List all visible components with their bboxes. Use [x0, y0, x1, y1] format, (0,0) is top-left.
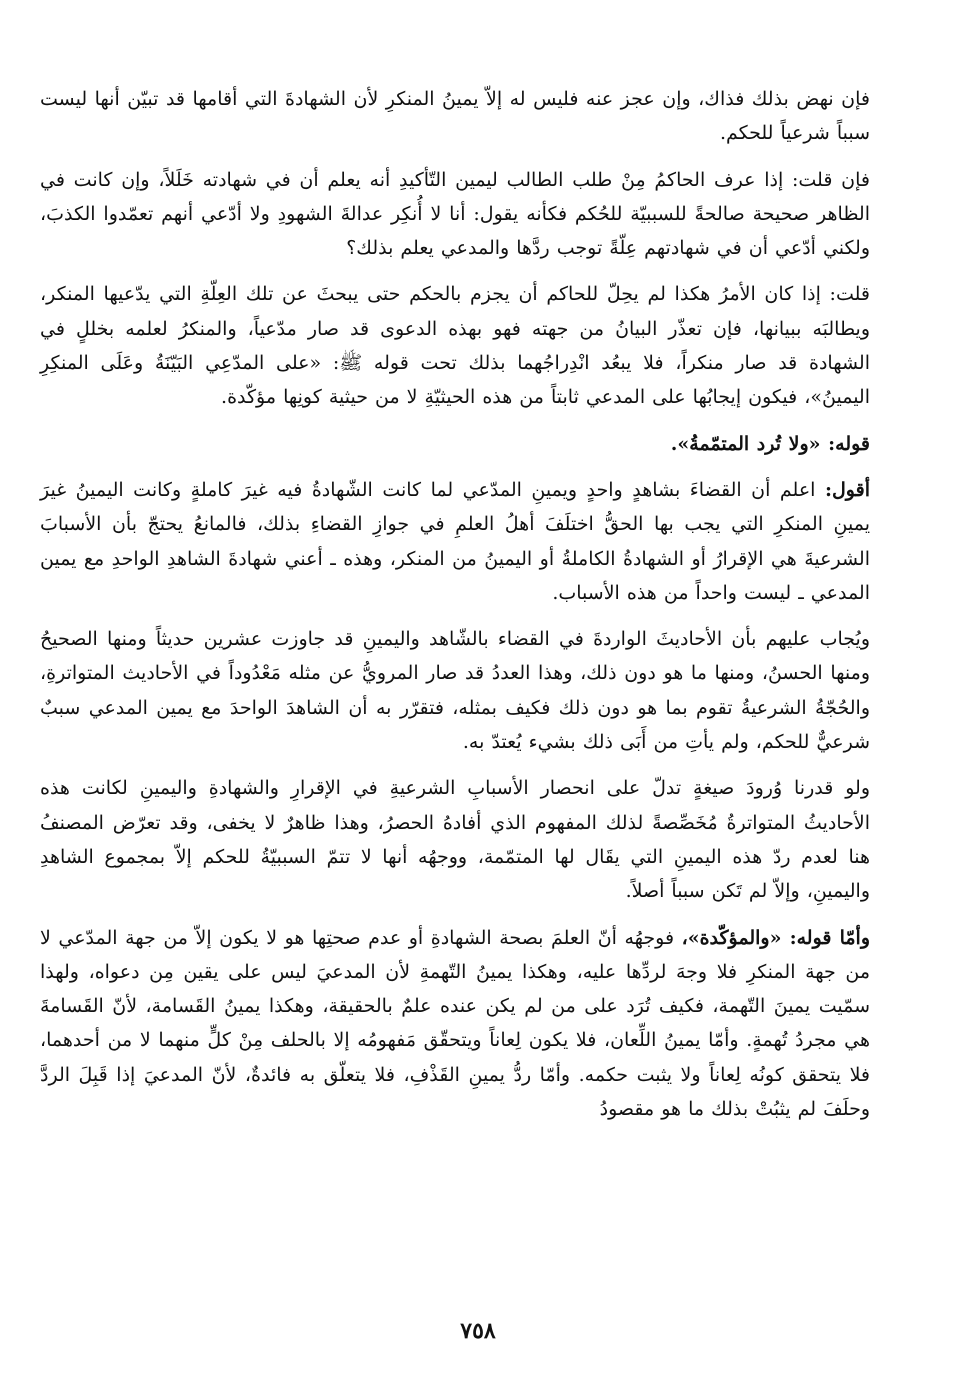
- paragraph-8: [40, 921, 870, 1127]
- page-number: ٧٥٨: [460, 1318, 496, 1344]
- paragraph-1-text: فإن نهض بذلك فذاك، وإن عجز عنه فليس له إلاّ يمينُ المنكرِ لأن الشهادةَ التي أقامها قد تبيّن أنها ليست سبباً شرعياً للحكم.: [40, 88, 870, 145]
- paragraph-2: [40, 163, 870, 266]
- paragraph-3: [40, 277, 870, 414]
- paragraph-5: [40, 473, 870, 610]
- paragraph-1: [40, 82, 870, 151]
- paragraph-7: [40, 771, 870, 908]
- paragraph-6: [40, 622, 870, 759]
- paragraph-2-text: فإن قلت: إذا عرف الحاكمُ مِنْ طلب الطالب ليمين التّأكيدِ أنه يعلم أن في شهادته خَلَلاً، وإن كانت في الظاهر صحيحة صالحةً للسببيّة للحُكم فكأنه يقول: أنا لا أُنكِر عدالةَ الشهودِ ولا أدّعي أنهم تعمّدوا الكذبَ، ولكني أدّعي أن في شهادتهم عِلّةً توجب ردَّها والمدعي يعلم بذلك؟: [40, 168, 870, 260]
- paragraph-8-label: وأمّا قوله: «والمؤكّدة»،: [681, 926, 870, 949]
- paragraph-5-label: أقول:: [824, 478, 870, 501]
- paragraph-4-heading: [40, 427, 870, 461]
- paragraph-8-text: فوجهُه أنّ العلمَ بصحة الشهادةِ أو عدم صحتِها هو لا يكون إلاّ من جهة المدّعي لا من جهة المنكرِ فلا وجهَ لردِّها عليه، وهكذا يمينُ التّهمةِ لأن المدعيَ ليس على يقين مِن دعواه، ولهذا سمّيت يمينَ التّهمة، فكيف تُرَد على من لم يكن عنده علمٌ بالحقيقة، وهكذا يمينُ القَسامة، لأنّ القَسامةَ هي مجردُ تُهمةٍ. وأمّا يمينُ اللِّعان، فلا يكون لِعاناً ويتحقّق مَفهومُه إلا بالحلف مِنْ كلٍّ منهما لا من أحدهما، فلا يتحقق كونُه لِعاناً ولا يثبت حكمه. وأمّا ردُّ يمينِ القَذْفِ، فلا يتعلّق به فائدةٌ، لأنّ المدعيَ إذا قَبِلَ الردَّ وحلَفَ لم يثبُتْ بذلك ما هو مقصودُ: [40, 926, 870, 1121]
- paragraph-5-text: اعلم أن القضاءَ بشاهدٍ واحدٍ ويمينِ المدّعي لما كانت الشّهادةُ فيه غيرَ كاملةٍ وكانت اليمينُ غيرَ يمينِ المنكرِ التي يجب بها الحقُّ اختلَفَ أهلُ العلمِ في جوازِ القضاءِ بذلك، فالمانعُ يحتجّ بأن الأسبابَ الشرعيةَ هي الإقرارُ أو الشهادةُ الكاملةُ أو اليمينُ من المنكر، وهذه ـ أعني شهادةَ الشاهدِ الواحدِ مع يمين المدعي ـ ليست واحداً من هذه الأسباب.: [40, 478, 870, 604]
- paragraph-6-text: ويُجاب عليهم بأن الأحاديثَ الواردةَ في القضاء بالشّاهد واليمينِ قد جاوزت عشرين حديثاً ومنها الصحيحُ ومنها الحسنُ، ومنها ما هو دون ذلك، وهذا العددُ قد صار المرويُّ عن مثله مَعْدُوداً في الأحاديث المتواترةِ، والحُجّةُ الشرعيةُ تقوم بما هو دون ذلك فكيف بمثله، فتقرّر به أن الشاهدَ الواحدَ مع يمين المدعي سببٌ شرعيٌّ للحكم، ولم يأتِ من أَبَى ذلك بشيء يُعتدّ به.: [40, 628, 870, 754]
- paragraph-3-text: قلت: إذا كان الأمرُ هكذا لم يحِلّ للحاكم أن يجزم بالحكم حتى يبحثَ عن تلك العِلّةِ التي يدّعيها المنكر، ويطالبَه ببيانها، فإن تعذّر البيانُ من جهته فهو بهذه الدعوى قد صار مدّعياً، والمنكرُ لعلمه بخللٍ في الشهادة قد صار منكراً، فلا يبعُد انْدِراجُهما بذلك تحت قوله ﷺ: «على المدّعِي البَيّنَةُ وعَلَى المنكِرِ اليمينُ»، فيكون إيجابُها على المدعي ثابتاً من هذه الحيثيّةِ لا من حيثية كونِها مؤكّدة.: [40, 283, 870, 409]
- paragraph-4-label: قوله: «ولا تُرد المتمّمةُ».: [670, 432, 870, 455]
- paragraph-7-text: ولو قدرنا وُرودَ صيغةٍ تدلّ على انحصار الأسبابِ الشرعيةِ في الإقرارِ والشهادةِ واليمينِ لكانت هذه الأحاديثُ المتواترةُ مُخَصِّصةً لذلك المفهوم الذي أفادهُ الحصرُ، وهذا ظاهرٌ لا يخفى، وقد تعرّض المصنفُ هنا لعدم ردّ هذه اليمينِ التي يقَال لها المتمّمة، ووجهُه أنها لا تتمّ السببيّةُ للحكم إلاّ بمجموع الشاهدِ واليمينِ، وإلاّ لم تَكن سبباً أصلاً.: [40, 777, 870, 903]
